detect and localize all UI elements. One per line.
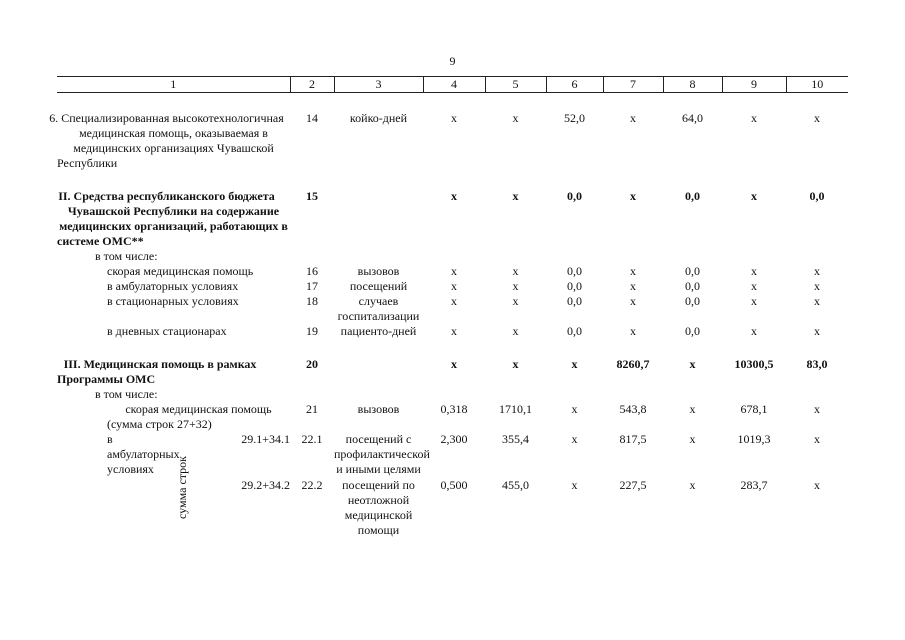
cell-value: х xyxy=(814,294,820,308)
cell-value: 283,7 xyxy=(740,478,768,492)
row-name: в стационарных условиях xyxy=(107,294,239,308)
table-row xyxy=(57,402,848,432)
cell-value: 10300,5 xyxy=(734,357,774,371)
row-name: 6. Специализированная высокотехнологичная медицинская помощь, оказываемая в медицинских организациях Чувашской Республики xyxy=(49,111,284,170)
row-unit: койко-дней xyxy=(349,111,408,125)
header-cell: 1 xyxy=(57,77,290,93)
row-unit: пациенто-дней xyxy=(340,324,417,338)
row-unit: посещений с профилактической и иными целями xyxy=(334,432,430,476)
cell-value: 0,0 xyxy=(809,189,825,203)
table-row xyxy=(57,387,848,402)
cell-value: х xyxy=(571,432,578,446)
cell-value: 52,0 xyxy=(564,111,585,125)
table-row xyxy=(57,294,848,324)
cell-value: 1710,1 xyxy=(499,402,532,416)
row-number: 22.2 xyxy=(301,478,323,492)
header-cell: 8 xyxy=(663,77,722,93)
cell-value: 2,300 xyxy=(440,432,468,446)
cell-value: 0,0 xyxy=(685,324,700,338)
cell-value: 64,0 xyxy=(682,111,703,125)
row-number: 17 xyxy=(306,279,318,293)
header-cell: 6 xyxy=(546,77,603,93)
row-name: II. Средства республиканского бюджета Чувашской Республики на содержание медицинских организаций, работающих в системе ОМС** xyxy=(57,189,288,248)
cell-value: х xyxy=(451,279,457,293)
cell-value: х xyxy=(814,478,820,492)
sum-label: сумма строк xyxy=(175,456,189,519)
row-name: в том числе: xyxy=(95,387,158,401)
cell-value: х xyxy=(512,357,519,371)
row-ref: 29.1+34.1 xyxy=(241,432,290,446)
table-row xyxy=(57,189,848,249)
header-cell: 9 xyxy=(722,77,786,93)
table-row xyxy=(57,357,848,387)
cell-value: х xyxy=(689,432,696,446)
cell-value: х xyxy=(451,294,457,308)
cell-value: х xyxy=(751,279,757,293)
cell-value: 0,0 xyxy=(685,294,700,308)
row-number: 19 xyxy=(306,324,318,338)
cell-value: х xyxy=(451,324,457,338)
cell-value: х xyxy=(689,402,696,416)
header-cell: 7 xyxy=(603,77,663,93)
cell-value: 0,0 xyxy=(567,324,582,338)
table-row xyxy=(57,324,848,339)
cell-value: х xyxy=(630,111,636,125)
cell-value: х xyxy=(451,111,457,125)
row-unit: вызовов xyxy=(357,264,400,278)
cell-value: 543,8 xyxy=(619,402,647,416)
planned-volumes-table xyxy=(49,76,848,542)
cell-value: х xyxy=(451,264,457,278)
row-name: в амбулаторных условиях xyxy=(107,432,180,476)
row-name: в дневных стационарах xyxy=(107,324,227,338)
cell-value: х xyxy=(814,279,820,293)
cell-value: х xyxy=(571,357,578,371)
cell-value: 227,5 xyxy=(619,478,647,492)
row-number: 14 xyxy=(306,111,318,125)
cell-value: х xyxy=(751,264,757,278)
cell-value: х xyxy=(512,111,519,125)
cell-value: х xyxy=(814,432,820,446)
cell-value: х xyxy=(630,294,636,308)
cell-value: х xyxy=(630,264,636,278)
cell-value: х xyxy=(689,478,696,492)
row-unit: посещений по неотложной медицинской помощи xyxy=(342,478,415,537)
cell-value: х xyxy=(689,357,696,371)
cell-value: х xyxy=(751,294,757,308)
header-cell: 10 xyxy=(786,77,848,93)
cell-value: х xyxy=(814,111,820,125)
cell-value: х xyxy=(512,189,519,203)
ambulatory-group-cell xyxy=(57,432,290,542)
row-unit xyxy=(334,189,423,249)
cell-value: х xyxy=(630,279,636,293)
row-name: в амбулаторных условиях xyxy=(107,279,239,293)
cell-value: 0,0 xyxy=(567,189,582,203)
row-unit: вызовов xyxy=(357,402,400,416)
cell-value: х xyxy=(814,264,820,278)
table-row xyxy=(57,249,848,264)
cell-value: 455,0 xyxy=(502,478,529,492)
table-row xyxy=(57,264,848,279)
cell-value: х xyxy=(512,324,519,338)
cell-value: х xyxy=(751,111,757,125)
cell-value: х xyxy=(571,402,578,416)
cell-value: х xyxy=(512,294,519,308)
cell-value: х xyxy=(814,324,820,338)
row-unit: посещений xyxy=(349,279,408,293)
cell-value: 8260,7 xyxy=(616,357,650,371)
table-row xyxy=(57,432,848,478)
header-cell: 4 xyxy=(423,77,485,93)
cell-value: х xyxy=(751,189,757,203)
cell-value: 817,5 xyxy=(619,432,647,446)
cell-value: х xyxy=(451,189,457,203)
row-number: 20 xyxy=(306,357,318,371)
row-number: 15 xyxy=(306,189,318,203)
cell-value: 0,0 xyxy=(567,294,582,308)
header-cell: 5 xyxy=(485,77,546,93)
table-row xyxy=(57,279,848,294)
row-ref: 29.2+34.2 xyxy=(241,478,290,492)
header-cell: 3 xyxy=(334,77,423,93)
cell-value: 0,0 xyxy=(567,264,582,278)
row-number: 16 xyxy=(306,264,318,278)
cell-value: х xyxy=(451,357,457,371)
page-number: 9 xyxy=(449,54,456,68)
row-number: 22.1 xyxy=(301,432,323,446)
cell-value: 355,4 xyxy=(502,432,529,446)
cell-value: 678,1 xyxy=(740,402,768,416)
row-unit: случаев госпитализации xyxy=(337,294,420,323)
row-name: скорая медицинская помощь xyxy=(107,264,254,278)
cell-value: 0,0 xyxy=(685,189,700,203)
row-name: скорая медицинская помощь (сумма строк 27+32) xyxy=(107,402,272,431)
cell-value: 0,0 xyxy=(685,279,700,293)
cell-value: х xyxy=(814,402,820,416)
table-header-row xyxy=(57,77,848,93)
row-name: III. Медицинская помощь в рамках Программы ОМС xyxy=(57,357,257,386)
cell-value: 0,318 xyxy=(440,402,468,416)
cell-value: х xyxy=(512,279,519,293)
cell-value: х xyxy=(571,478,578,492)
cell-value: х xyxy=(630,324,636,338)
cell-value: 0,0 xyxy=(685,264,700,278)
cell-value: х xyxy=(751,324,757,338)
cell-value: 83,0 xyxy=(806,357,828,371)
row-number: 18 xyxy=(306,294,318,308)
cell-value: х xyxy=(512,264,519,278)
cell-value: 1019,3 xyxy=(737,432,771,446)
cell-value: 0,0 xyxy=(567,279,582,293)
cell-value: 0,500 xyxy=(440,478,468,492)
table-row xyxy=(57,111,848,171)
row-name: в том числе: xyxy=(95,249,158,263)
header-cell: 2 xyxy=(290,77,334,93)
row-number: 21 xyxy=(306,402,318,416)
cell-value: х xyxy=(630,189,636,203)
row-unit xyxy=(334,357,423,387)
